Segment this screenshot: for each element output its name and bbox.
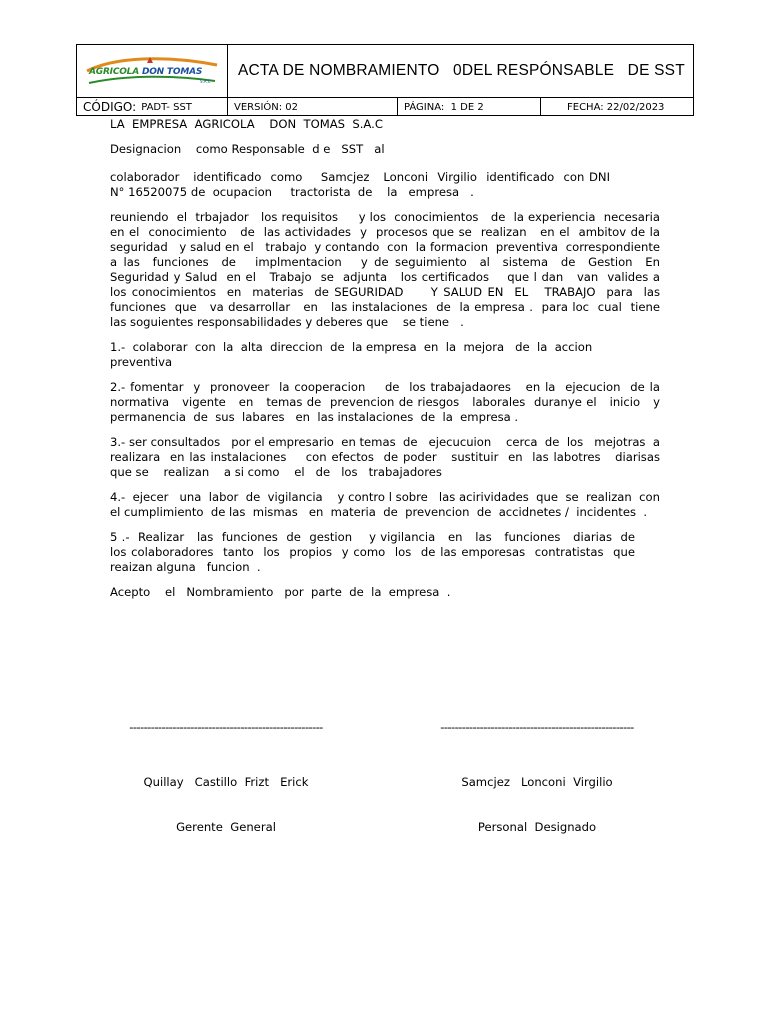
responsibility-item-3: 3.- ser consultados por el empresario en temas de ejecucuion cerca de los mejotras a realizara en las instalaciones con efectos de poder sustituir en las labotres diarisas que se realizan a si como el de los trabajadores [110,435,668,479]
designation-line: Designacion como Responsable d e SST al [110,142,385,156]
document-title: ACTA DE NOMBRAMIENTO 0DEL RESPÓNSABLE DE SST [238,62,685,79]
signature-line-left: ------------------------------------------------------ [129,720,323,734]
logo-cell [77,45,228,97]
version-cell: VERSIÓN: 02 [228,98,398,116]
signer-left-name: Quillay Castillo Frizt Erick [143,775,309,789]
signer-right-role: Personal Designado [477,820,597,834]
responsibility-item-2: 2.- fomentar y pronoveer la cooperacion de los trabajadaores en la ejecucion de la normativa vigente en temas de prevencion de riesgos laborales duranye el inicio y permanencia de sus labares en las instalaciones de la empresa . [110,380,664,424]
codigo-cell [77,98,228,116]
signer-left-role: Gerente General [176,820,276,834]
collaborator-paragraph: colaborador identificado como Samcjez Lonconi Virgilio identificado con DNI N° 16520075 de ocupacion tractorista de la empresa . [110,170,614,199]
codigo-label: CÓDIGO: [83,100,137,114]
header-top-row [77,45,693,98]
company-logo [85,55,219,87]
fecha-cell: FECHA: 22/02/2023 [567,101,665,113]
document-header-table [76,44,694,116]
document-body [110,117,672,600]
logo-word-don-tomas: DON TOMAS [141,67,203,77]
pagina-cell: PÁGINA: 1 DE 2 [398,98,541,116]
signature-left [108,690,344,850]
logo-suffix: S.A.C [200,79,211,84]
codigo-value: PADT- SST [141,101,192,113]
logo-wordmark [89,67,202,77]
company-line: LA EMPRESA AGRICOLA DON TOMAS S.A.C [110,117,383,131]
signature-line-right: ------------------------------------------------------ [440,720,634,734]
responsibility-item-1: 1.- colaborar con la alta direccion de la empresa en la mejora de la accion preventiva [110,340,600,369]
logo-word-agricola: AGRICOLA [89,67,139,77]
acceptance-line: Acepto el Nombramiento por parte de la empresa . [110,585,451,599]
responsibility-item-4: 4.- ejecer una labor de vigilancia y contro l sobre las acirividades que se realizan con el cumplimiento de las mismas en materia de prevencion de accidnetes / incidentes . [110,490,664,519]
signature-right [416,690,658,850]
requirements-paragraph: reuniendo el trbajador los requisitos y los conocimientos de la experiencia necesaria en el conocimiento de las actividades y procesos que se realizan en el ambitov de la seguridad y salud en el trabajo y contando con la formacion preventiva correspondiente a las funciones de implmentacion y de seguimiento al sistema de Gestion En Seguridad y Salud en el Trabajo se adjunta los certificados que l dan van valides a los conocimientos en materias de SEGURIDAD Y SALUD EN EL TRABAJO para las funciones que va desarrollar en las instalaciones de la empresa . para loc cual tiene las soguientes responsabilidades y deberes que se tiene . [110,210,672,329]
signer-right-name: Samcjez Lonconi Virgilio [461,775,613,789]
header-info-row [77,98,693,116]
responsibility-item-5: 5 .- Realizar las funciones de gestion y vigilancia en las funciones diarias de los colaboradores tanto los propios y como los de las emporesas contratistas que reaizan alguna funcion . [110,530,643,574]
